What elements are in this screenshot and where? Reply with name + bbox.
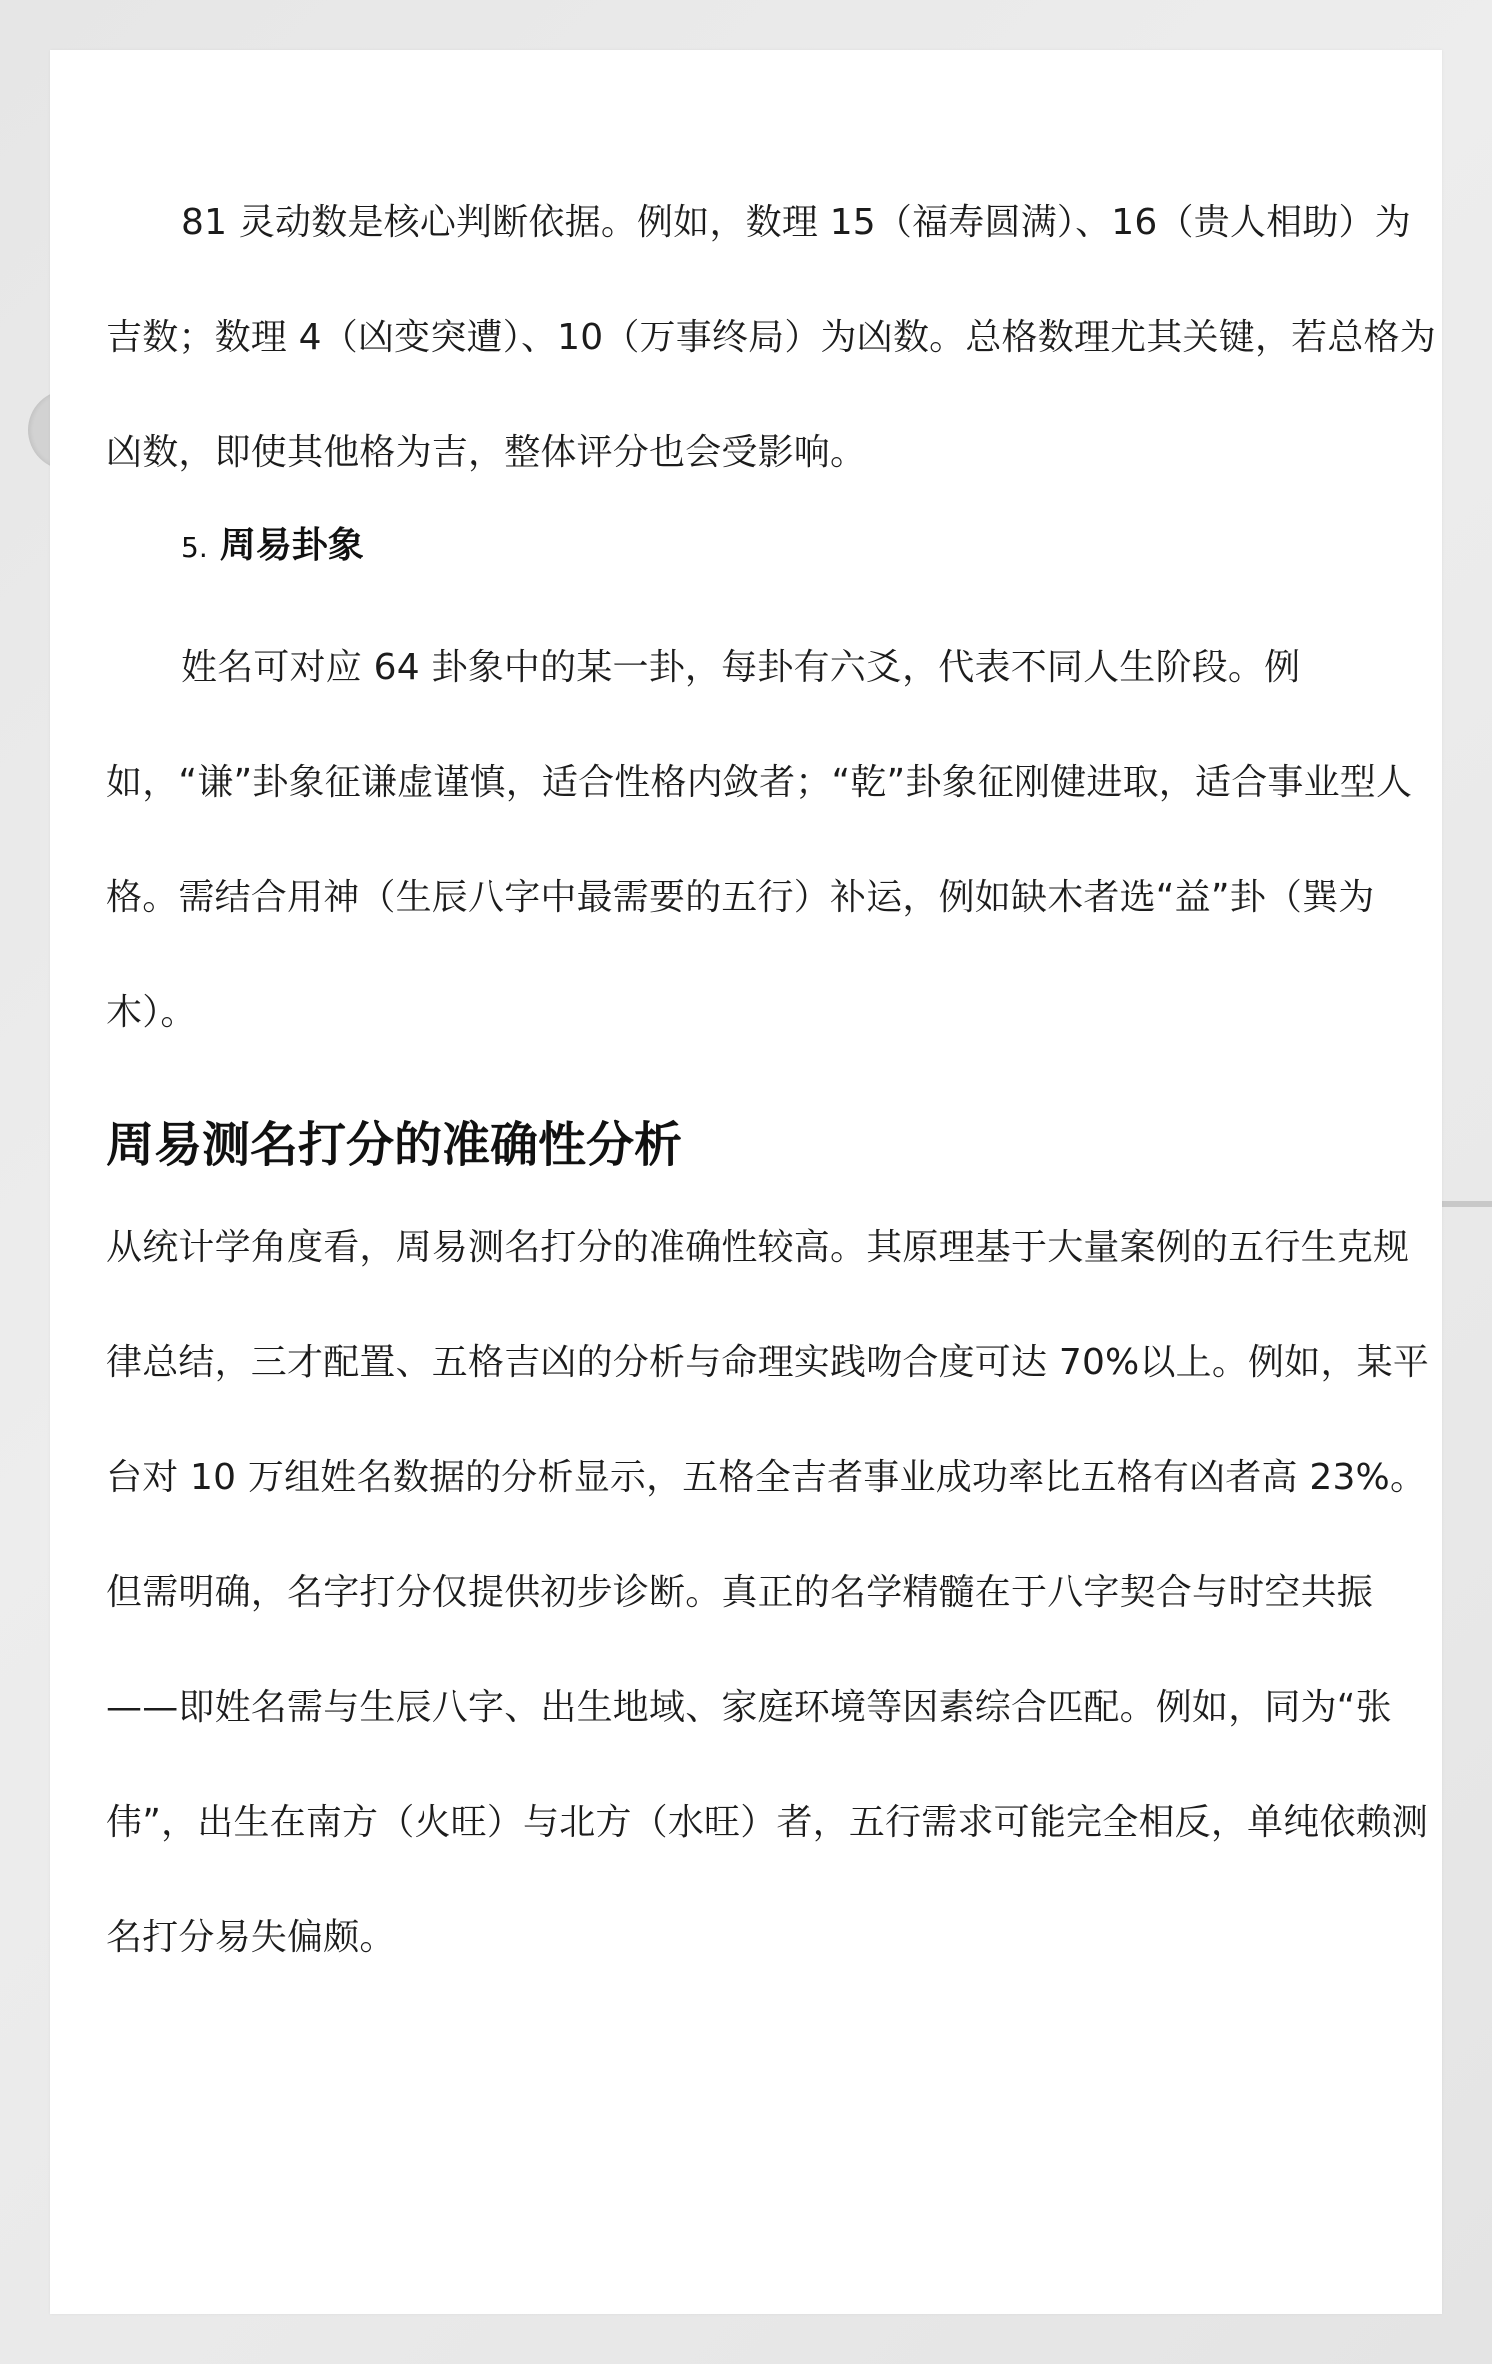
- paragraph-caveat: 但需明确，名字打分仅提供初步诊断。真正的名学精髓在于八字契合与时空共振——即姓名需与生辰八字、出生地域、家庭环境等因素综合匹配。例如，同为“张伟”，出生在南方（火旺）与北方（水旺）者，五行需求可能完全相反，单纯依赖测名打分易失偏颇。: [106, 1572, 1429, 1958]
- background-line-decoration: [1436, 1201, 1492, 1207]
- subheading-number: 5.: [181, 531, 208, 564]
- paragraph-hexagram: 姓名可对应 64 卦象中的某一卦，每卦有六爻，代表不同人生阶段。例如，“谦”卦象征谦虚谨慎，适合性格内敛者；“乾”卦象征刚健进取，适合事业型人格。需结合用神（生辰八字中最需要的五行）补运，例如缺木者选“益”卦（巽为木）。: [106, 647, 1413, 1033]
- paragraph-lingdong-numbers: 81 灵动数是核心判断依据。例如，数理 15（福寿圆满）、16（贵人相助）为吉数；数理 4（凶变突遭）、10（万事终局）为凶数。总格数理尤其关键，若总格为凶数，即使其他格为吉，整体评分也会受影响。: [106, 202, 1436, 473]
- document-content: [106, 165, 1436, 1995]
- section-title: 周易测名打分的准确性分析: [106, 1117, 683, 1173]
- subheading-hexagram: [106, 510, 1436, 610]
- document-page: [50, 50, 1442, 2314]
- subheading-title: 周易卦象: [219, 525, 364, 566]
- paragraph-accuracy: 从统计学角度看，周易测名打分的准确性较高。其原理基于大量案例的五行生克规律总结，三才配置、五格吉凶的分析与命理实践吻合度可达 70%以上。例如，某平台对 10 万组姓名数据的分析显示，五格全吉者事业成功率比五格有凶者高 23%。: [106, 1227, 1430, 1498]
